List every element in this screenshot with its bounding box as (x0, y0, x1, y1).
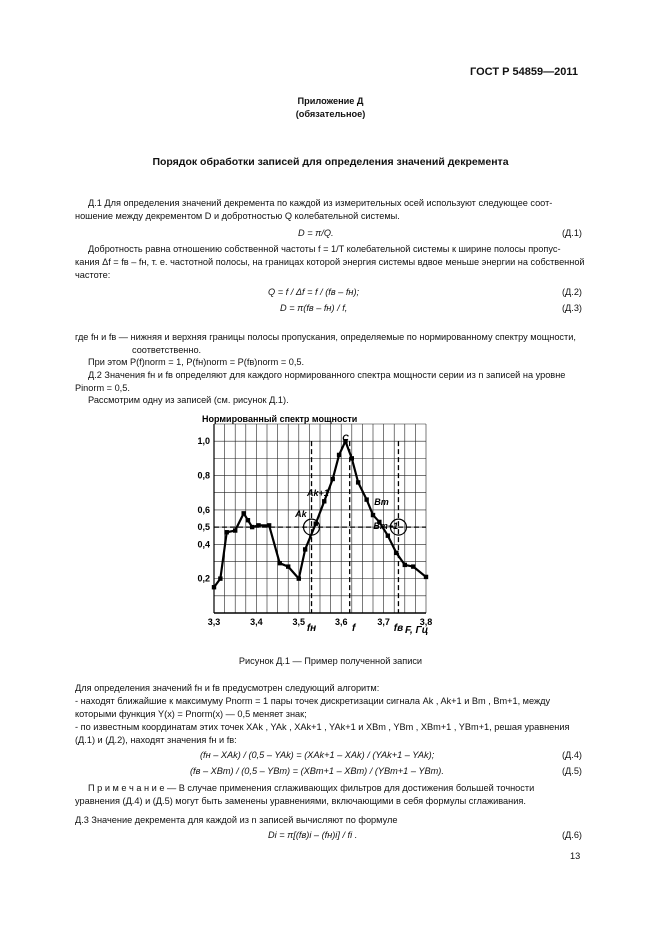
paragraph-d1-line2: ношение между декрементом D и добротностью Q колебательной системы. (75, 211, 400, 221)
equation-d2: Q = f / Δf = f / (fв – fн); (268, 287, 360, 297)
spectrum-point (403, 563, 407, 567)
document-header: ГОСТ Р 54859—2011 (470, 66, 578, 78)
paragraph-2-line3: частоте: (75, 270, 111, 280)
spectrum-point (218, 576, 222, 580)
chart-x-axis-label: F, Гц (405, 625, 429, 636)
chart-title: Нормированный спектр мощности (202, 414, 358, 424)
x-tick-label: 3,7 (377, 617, 390, 627)
page-number: 13 (570, 851, 581, 861)
equation-d2-number: (Д.2) (561, 287, 582, 297)
paragraph-d2-line2: Pinorm = 0,5. (75, 383, 130, 393)
paragraph-d1-line1: Д.1 Для определения значений декремента по каждой из измерительных осей используют следующее соот- (88, 198, 553, 208)
x-tick-label: 3,5 (292, 617, 306, 627)
spectrum-point (233, 528, 237, 532)
equation-d1-number: (Д.1) (561, 228, 582, 238)
paragraph-2-line2: кания Δf = fв – fн, т. е. частотной полосы, на границах которой энергия системы вдвое меньше энергии на собственной (75, 257, 585, 267)
section-heading: Порядок обработки записей для определения значений декремента (152, 156, 509, 168)
paragraph-7-line1: - находят ближайшие к максимуму Pnorm = 1 пары точек дискретизации сигнала Ak , Ak+1 и Bm , Bm+1, между (75, 696, 551, 706)
equation-d3-number: (Д.3) (561, 303, 582, 313)
paragraph-8-line1: - по известным координатам этих точек XAk , YAk , XAk+1 , YAk+1 и XBm , YBm , XBm+1 , YBm+1, решая уравнения (75, 722, 570, 732)
spectrum-point (278, 561, 282, 565)
spectrum-point (350, 456, 354, 460)
paragraph-d2-line1: Д.2 Значения fн и fв определяют для каждого нормированного спектра мощности серии из n записей на уровне (88, 370, 566, 380)
spectrum-point (267, 523, 271, 527)
paragraph-2-line1: Добротность равна отношению собственной частоты f = 1/T колебательной системы к ширине полосы пропус- (88, 244, 561, 254)
paragraph-4: При этом P(f)norm = 1, P(fн)norm = P(fв)norm = 0,5. (88, 357, 305, 367)
spectrum-point (364, 497, 368, 501)
spectrum-point (303, 547, 307, 551)
spectrum-point (371, 513, 375, 517)
paragraph-3-line1: где fн и fв — нижняя и верхняя границы полосы пропускания, определяемые по нормированному спектру мощности, (75, 332, 576, 342)
spectrum-point (331, 477, 335, 481)
spectrum-point (337, 453, 341, 457)
appendix-subtitle: (обязательное) (295, 109, 366, 119)
equation-d4-number: (Д.4) (561, 750, 582, 760)
spectrum-point (256, 523, 260, 527)
paragraph-6: Для определения значений fн и fв предусмотрен следующий алгоритм: (75, 683, 380, 693)
frequency-marker-label: fн (306, 623, 317, 634)
equation-d1: D = π/Q. (298, 228, 334, 238)
spectrum-point (241, 511, 245, 515)
note-line2: уравнения (Д.4) и (Д.5) могут быть заменены уравнениями, включающими в себя формулы сглаживания. (75, 796, 526, 806)
spectrum-point (297, 576, 301, 580)
point-annotation: Ak (295, 508, 307, 519)
spectrum-point (424, 575, 428, 579)
paragraph-d3: Д.3 Значение декремента для каждой из n записей вычисляют по формуле (75, 815, 398, 825)
spectrum-point (356, 480, 360, 484)
spectrum-point (246, 518, 250, 522)
y-tick-label: 0,8 (197, 470, 210, 481)
paragraph-8-line2: (Д.1) и (Д.2), находят значения fн и fв: (75, 735, 237, 745)
paragraph-3-line2: соответственно. (132, 345, 202, 355)
x-tick-label: 3,3 (207, 617, 221, 627)
y-tick-label: 0,5 (197, 522, 210, 533)
frequency-marker-label: f (352, 623, 356, 634)
figure-caption: Рисунок Д.1 — Пример полученной записи (238, 656, 423, 666)
spectrum-chart (190, 408, 450, 646)
spectrum-point (386, 533, 390, 537)
chart-annotations (294, 433, 398, 531)
frequency-marker-label: fв (393, 623, 404, 634)
paragraph-5: Рассмотрим одну из записей (см. рисунок Д.1). (88, 395, 289, 405)
equation-d4: (fн – XAk) / (0,5 – YAk) = (XAk+1 – XAk) / (YAk+1 – YAk); (200, 750, 435, 760)
point-annotation: C (342, 433, 349, 444)
y-tick-label: 0,6 (197, 504, 210, 515)
paragraph-7-line2: которыми функция Y(x) = Pnorm(x) — 0,5 меняет знак; (75, 709, 307, 719)
y-tick-label: 1,0 (197, 436, 210, 447)
y-tick-label: 0,4 (197, 539, 210, 550)
equation-d6-number: (Д.6) (561, 830, 582, 840)
point-annotation: Bm (374, 496, 389, 507)
spectrum-point (322, 499, 326, 503)
spectrum-point (250, 525, 254, 529)
x-tick-label: 3,8 (419, 617, 433, 627)
note-line1: П р и м е ч а н и е — В случае применения сглаживающих фильтров для достижения большей точности (88, 783, 535, 793)
spectrum-point (394, 551, 398, 555)
y-tick-label: 0,2 (197, 573, 210, 584)
appendix-title: Приложение Д (297, 96, 364, 106)
equation-d6: Di = π[(fв)i – (fн)i] / fi . (268, 830, 358, 840)
equation-d5-number: (Д.5) (561, 766, 582, 776)
equation-d5: (fв – XBm) / (0,5 – YBm) = (XBm+1 – XBm) / (YBm+1 – YBm). (190, 766, 444, 776)
point-annotation: Bm+1 (373, 520, 399, 531)
spectrum-point (411, 564, 415, 568)
spectrum-point (225, 530, 229, 534)
x-tick-label: 3,4 (250, 617, 263, 627)
point-annotation: Ak+1 (306, 488, 329, 499)
equation-d3: D = π(fв – fн) / f, (280, 303, 348, 313)
spectrum-point (212, 585, 216, 589)
x-tick-label: 3,6 (334, 617, 348, 627)
spectrum-point (286, 564, 290, 568)
